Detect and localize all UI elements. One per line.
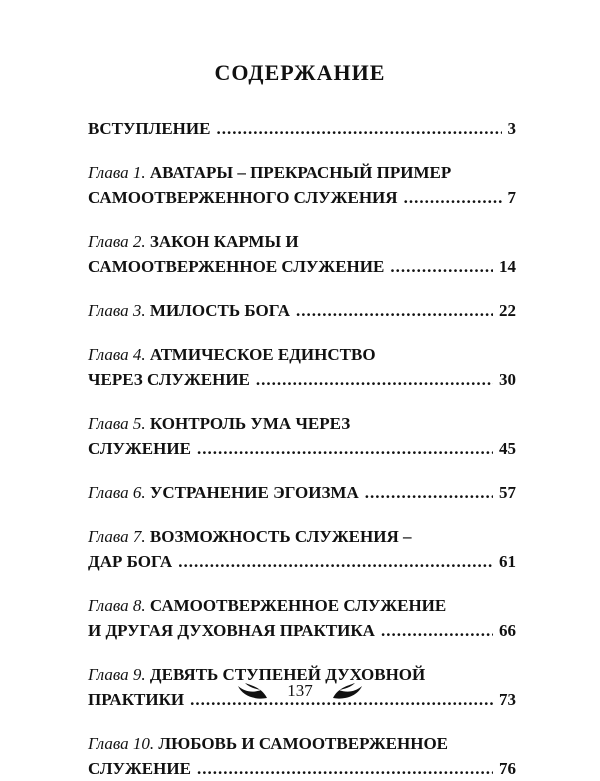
toc-entry[interactable] <box>88 160 516 210</box>
entry-title-line: СЛУЖЕНИЕ <box>88 759 191 778</box>
page-number: 22 <box>499 301 516 320</box>
page-number: 7 <box>507 188 516 207</box>
entry-title-line: КОНТРОЛЬ УМА ЧЕРЕЗ <box>149 414 351 433</box>
entry-title-line: САМООТВЕРЖЕННОЕ СЛУЖЕНИЕ <box>88 257 385 276</box>
page-number: 45 <box>499 439 516 458</box>
leaf-ornament-right-icon <box>331 680 365 702</box>
page-number: 76 <box>499 759 516 778</box>
chapter-prefix: Глава 7. <box>88 527 146 546</box>
page-number: 61 <box>499 552 516 571</box>
chapter-prefix: Глава 1. <box>88 163 146 182</box>
entry-title-line: МИЛОСТЬ БОГА <box>149 301 290 320</box>
dot-leader <box>256 367 493 392</box>
dot-leader <box>197 756 493 781</box>
entry-title-line: ВСТУПЛЕНИЕ <box>88 119 211 138</box>
toc-entry[interactable] <box>88 229 516 279</box>
page-number: 57 <box>499 483 516 502</box>
page-number: 30 <box>499 370 516 389</box>
entry-title-line: УСТРАНЕНИЕ ЭГОИЗМА <box>149 483 359 502</box>
entry-title-line: САМООТВЕРЖЕННОЕ СЛУЖЕНИЕ <box>149 596 447 615</box>
entry-title-line: СЛУЖЕНИЕ <box>88 439 191 458</box>
toc-entry[interactable] <box>88 480 516 505</box>
entry-title-line: АВАТАРЫ – ПРЕКРАСНЫЙ ПРИМЕР <box>149 163 452 182</box>
toc-entry[interactable] <box>88 116 516 141</box>
dot-leader <box>404 185 502 210</box>
dot-leader <box>197 436 493 461</box>
page-title: СОДЕРЖАНИЕ <box>214 60 386 85</box>
page-footer <box>0 680 600 702</box>
dot-leader <box>381 618 493 643</box>
entry-title-line: ЧЕРЕЗ СЛУЖЕНИЕ <box>88 370 250 389</box>
chapter-prefix: Глава 4. <box>88 345 146 364</box>
chapter-prefix: Глава 9. <box>88 665 146 684</box>
entry-title-line: ВОЗМОЖНОСТЬ СЛУЖЕНИЯ – <box>149 527 412 546</box>
toc-entry[interactable] <box>88 411 516 461</box>
toc-entry[interactable] <box>88 731 516 781</box>
chapter-prefix: Глава 6. <box>88 483 146 502</box>
dot-leader <box>296 298 493 323</box>
toc-entry[interactable] <box>88 524 516 574</box>
page-number: 73 <box>499 690 516 709</box>
chapter-prefix: Глава 2. <box>88 232 146 251</box>
dot-leader <box>178 549 493 574</box>
entry-title-line: АТМИЧЕСКОЕ ЕДИНСТВО <box>149 345 376 364</box>
page-number: 14 <box>499 257 516 276</box>
entry-title-line: САМООТВЕРЖЕННОГО СЛУЖЕНИЯ <box>88 188 398 207</box>
toc-entry[interactable] <box>88 593 516 643</box>
leaf-ornament-left-icon <box>235 680 269 702</box>
dot-leader <box>390 254 493 279</box>
chapter-prefix: Глава 5. <box>88 414 146 433</box>
dot-leader <box>365 480 493 505</box>
toc-entry[interactable] <box>88 342 516 392</box>
page-number: 66 <box>499 621 516 640</box>
entry-title-line: ПРАКТИКИ <box>88 690 185 709</box>
entry-title-line: И ДРУГАЯ ДУХОВНАЯ ПРАКТИКА <box>88 621 375 640</box>
toc-entry[interactable] <box>88 298 516 323</box>
entry-title-line: ДЕВЯТЬ СТУПЕНЕЙ ДУХОВНОЙ <box>149 665 426 684</box>
chapter-prefix: Глава 3. <box>88 301 146 320</box>
entry-title-line: ЛЮБОВЬ И САМООТВЕРЖЕННОЕ <box>158 734 449 753</box>
dot-leader <box>216 116 501 141</box>
chapter-prefix: Глава 8. <box>88 596 146 615</box>
chapter-prefix: Глава 10. <box>88 734 155 753</box>
page-number: 3 <box>507 119 516 138</box>
entry-title-line: ДАР БОГА <box>88 552 173 571</box>
entry-title-line: ЗАКОН КАРМЫ И <box>149 232 299 251</box>
page-folio: 137 <box>287 681 313 700</box>
